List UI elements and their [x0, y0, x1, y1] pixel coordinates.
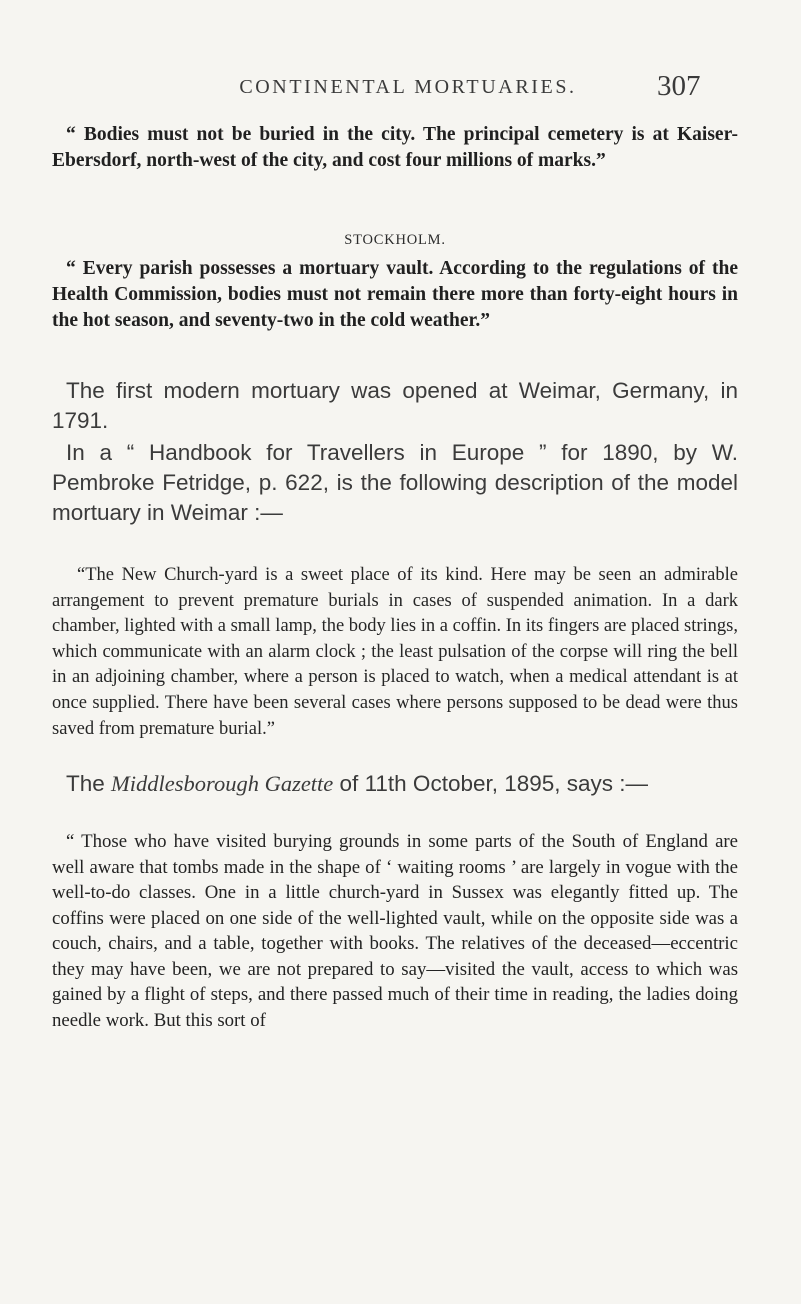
quote-england: “ Those who have visited burying grounds in some parts of the South of England are well aware that tombs made in the shape of ‘ waiting rooms ’ are largely in vogue with the well-to-do classes. One in a little church-yard in Sussex was elegantly fitted up. The coffins were placed on one side of the well-lighted vault, while on the opposite side was a couch, chairs, and a table, together with books. The relatives of the deceased—eccentric they may have been, we are not prepared to say—visited the vault, access to which was gained by a flight of steps, and there passed much of their time in reading, the ladies doing needle work. But this sort of [52, 831, 738, 1031]
gazette-pre: The [66, 771, 112, 796]
paragraph-gazette [52, 769, 738, 799]
paragraph-handbook: In a “ Handbook for Travellers in Europe ” for 1890, by W. Pembroke Fetridge, p. 622, is the following description of the model mortuary in Weimar :— [52, 440, 738, 526]
gazette-title: Middlesborough Gazette [111, 771, 334, 796]
quote-weimar: “The New Church-yard is a sweet place of its kind. Here may be seen an admirable arrangement to prevent premature burials in cases of suspended animation. In a dark chamber, lighted with a small lamp, the body lies in a coffin. In its fingers are placed strings, which communicate with an alarm clock ; the least pulsation of the corpse will ring the bell in an adjoining chamber, where a person is placed to watch, when a medical attendant is at once supplied. There have been several cases where persons supposed to be dead were thus saved from premature burial.” [52, 565, 738, 739]
running-head: CONTINENTAL MORTUARIES. [239, 76, 577, 98]
section-heading-stockholm: STOCKHOLM. [344, 232, 446, 248]
page-number: 307 [657, 70, 701, 102]
quote-vienna: “ Bodies must not be buried in the city. The principal cemetery is at Kaiser-Ebersdorf, north-west of the city, and cost four millions of marks.” [52, 124, 738, 171]
paragraph-weimar: The first modern mortuary was opened at Weimar, Germany, in 1791. [52, 378, 738, 434]
gazette-post: of 11th October, 1895, says :— [333, 771, 649, 796]
quote-stockholm: “ Every parish possesses a mortuary vault. According to the regulations of the Health Commission, bodies must not remain there more than forty-eight hours in the hot season, and seventy-two in the cold weather.” [52, 258, 738, 331]
